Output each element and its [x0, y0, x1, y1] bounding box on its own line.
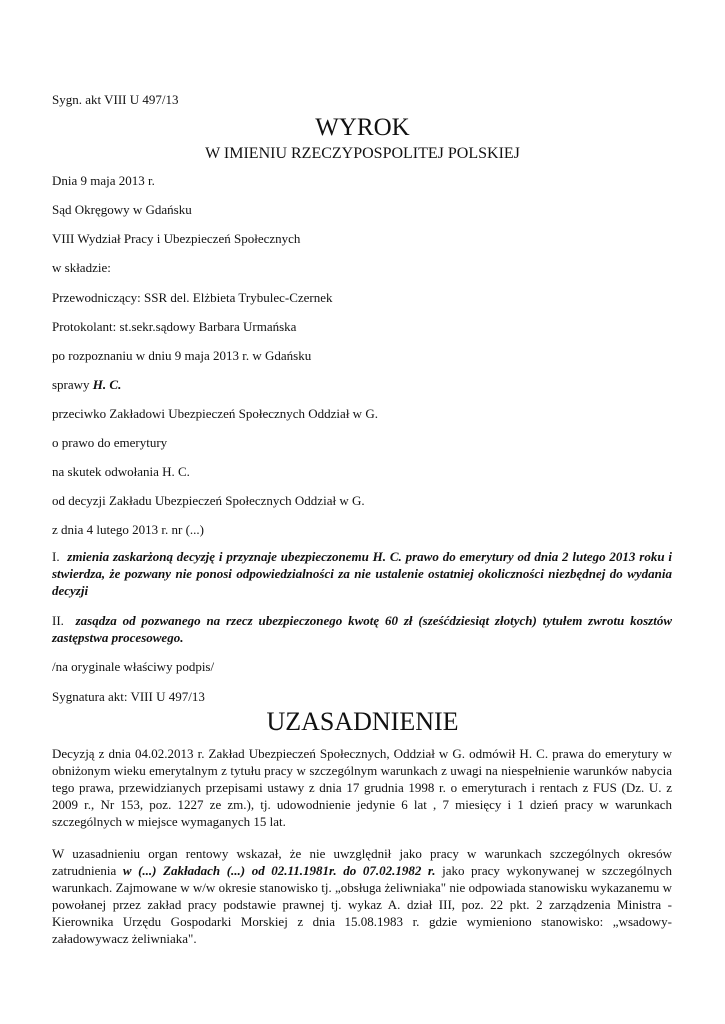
court-division: VIII Wydział Pracy i Ubezpieczeń Społecznych: [52, 231, 301, 246]
document-subtitle: W IMIENIU RZECZYPOSPOLITEJ POLSKIEJ: [205, 145, 520, 162]
paragraph-2-rest: jako pracy wykonywanej w szczególnych warunkach. Zajmowane w w/w okresie stanowisko tj. „obsługa żeliwniaka" nie odpowiada stanowisku wykazanemu w powołanej przez zakład pracy podstawie prawnej tj. wykaz A. dział III, poz. 22 pkt. 2 zarządzenia Ministra - Kierownika Urzędu Gospodarki Morskiej z dnia 15.08.1983 r. gdzie wymieniono stanowisko: „wsadowy-załadowywacz żeliwniaka".: [52, 863, 672, 946]
point-2-text: zasądza od pozwanego na rzecz ubezpieczonego kwotę 60 zł (sześćdziesiąt złotych) tytułem zwrotu kosztów zastępstwa procesowego.: [52, 613, 673, 645]
case-signature-top: Sygn. akt VIII U 497/13: [52, 92, 179, 107]
point-1-number: I.: [52, 549, 60, 564]
case-subject: o prawo do emerytury: [52, 435, 168, 450]
justification-paragraph-2: [52, 845, 672, 947]
justification-paragraph-1: Decyzją z dnia 04.02.2013 r. Zakład Ubezpieczeń Społecznych, Oddział w G. odmówił H. C. prawa do emerytury w obniżonym wieku emerytalnym z tytułu pracy w szczególnym warunkach z uwagi na niespełnienie warunków nabycia tego prawa, przewidzianych przepisami ustawy z dnia 17 grudnia 1998 r. o emeryturach i rentach z FUS (Dz. U. z 2009 r., Nr 153, poz. 1227 ze zm.), tj. udowodnienie jedynie 6 lat , 7 miesięcy i 1 dzień pracy w warunkach szczególnych w miejsce wymaganych 15 lat.: [52, 746, 672, 829]
verdict-point-2: [52, 612, 672, 646]
paragraph-2-period: w (...) Zakładach (...) od 02.11.1981r. do 07.02.1982 r.: [122, 863, 436, 878]
verdict-point-1: [52, 548, 672, 599]
defendant: przeciwko Zakładowi Ubezpieczeń Społecznych Oddział w G.: [52, 406, 378, 421]
point-1-text: zmienia zaskarżoną decyzję i przyznaje ubezpieczonemu H. C. prawo do emerytury od dnia 2 lutego 2013 roku i stwierdza, że pozwany nie ponosi odpowiedzialności za nie ustalenie ostatniej okoliczności niezbędnej do wydania decyzji: [52, 549, 672, 598]
point-2-number: II.: [52, 613, 64, 628]
signature-note: /na oryginale właściwy podpis/: [52, 659, 215, 674]
party-name: H. C.: [92, 377, 122, 392]
hearing-info: po rozpoznaniu w dniu 9 maja 2013 r. w Gdańsku: [52, 348, 312, 363]
case-signature-bottom: Sygnatura akt: VIII U 497/13: [52, 689, 205, 704]
presiding-judge: Przewodniczący: SSR del. Elżbieta Trybulec-Czernek: [52, 290, 333, 305]
composition-label: w składzie:: [52, 260, 111, 275]
paragraph-2-intro: W uzasadnieniu organ rentowy wskazał, że nie uwzględnił jako pracy w warunkach szczególnych okresów zatrudnienia: [52, 846, 672, 878]
appeal-info: na skutek odwołania H. C.: [52, 464, 190, 479]
case-party: [52, 377, 121, 393]
case-prefix: sprawy: [52, 377, 93, 392]
justification-heading: UZASADNIENIE: [266, 707, 459, 736]
court-clerk: Protokolant: st.sekr.sądowy Barbara Urmańska: [52, 319, 297, 334]
document-title: WYROK: [315, 114, 410, 141]
verdict-date: Dnia 9 maja 2013 r.: [52, 173, 155, 188]
court-name: Sąd Okręgowy w Gdańsku: [52, 202, 192, 217]
decision-origin: od decyzji Zakładu Ubezpieczeń Społecznych Oddział w G.: [52, 493, 365, 508]
decision-date: z dnia 4 lutego 2013 r. nr (...): [52, 522, 204, 537]
